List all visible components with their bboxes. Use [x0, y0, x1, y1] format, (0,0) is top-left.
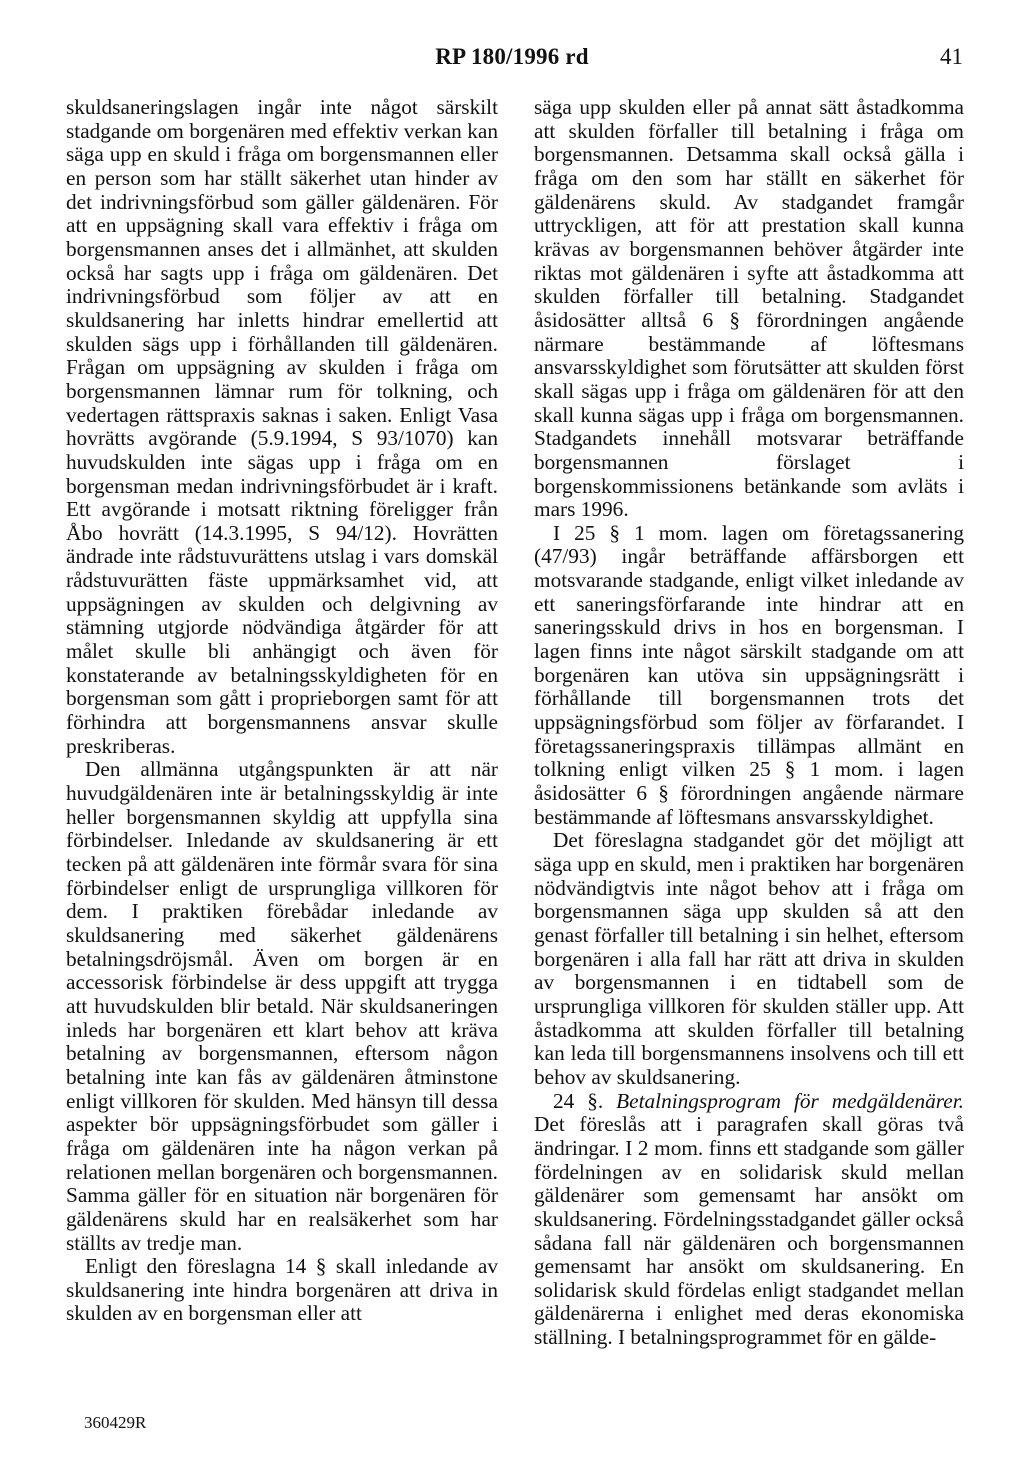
section-text: Det föreslås att i paragrafen skall göras två ändringar. I 2 mom. finns ett stadgande som gäller fördelningen av en solidarisk skuld mellan gäldenärer som gemensamt har ansökt om skuldsanering. Fördelningsstadgandet gäller också sådana fall när gäldenären och borgensmannen gemensamt har ansökt om skuldsanering. En solidarisk skuld fördelas enligt stadgandet mellan gäldenärerna i enlighet med deras ekonomiska ställning. I betalningsprogrammet för en gälde- — [534, 1112, 964, 1350]
paragraph: skuldsaneringslagen ingår inte något särskilt stadgande om borgenären med effektiv verkan kan säga upp en skuld i fråga om borgensmannen eller en person som har ställt säkerhet utan hinder av det indrivningsförbud som gäller gäldenären. För att en uppsägning skall vara effektiv i fråga om borgensmannen anses det i allmänhet, att skulden också har sagts upp i fråga om gäldenären. Det indrivningsförbud som följer av att en skuldsanering har inletts hindrar emellertid att skulden sägs upp i förhållanden till gäldenären. Frågan om uppsägning av skulden i fråga om borgensmannen lämnar rum för tolkning, och vedertagen rättspraxis saknas i saken. Enligt Vasa hovrätts avgörande (5.9.1994, S 93/1070) kan huvudskulden inte sägas upp i fråga om en borgensman medan indrivningsförbudet är i kraft. Ett avgörande i motsatt riktning föreligger från Åbo hovrätt (14.3.1995, S 94/12). Hovrätten ändrade inte rådstuvurättens utslag i vars domskäl rådstuvurätten fäste uppmärksamhet vid, att uppsägningen av skulden och delgivning av stämning utgjorde nödvändiga åtgärder för att målet skulle bli anhängigt och även för konstaterande av betalningsskyldigheten för en borgensman som gått i proprieborgen samt för att förhindra att borgensmannens ansvar skulle preskriberas. — [66, 95, 498, 758]
paragraph: Den allmänna utgångspunkten är att när huvudgäldenären inte är betalningsskyldig är inte heller borgensmannen skyldig att uppfylla sina förbindelser. Inledande av skuldsanering är ett tecken på att gäldenären inte förmår svara för sina förbindelser enligt de ursprungliga villkoren för dem. I praktiken förebådar inledande av skuldsanering med säkerhet gäldenärens betalningsdröjsmål. Även om borgen är en accessorisk förbindelse är dess uppgift att trygga att huvudskulden blir betald. När skuldsaneringen inleds har borgenären ett klart behov att kräva betalning av borgensmannen, eftersom någon betalning inte kan fås av gäldenären åtminstone enligt villkoren för skulden. Med hänsyn till dessa aspekter bör uppsägningsförbudet som gäller i fråga om gäldenären inte ha någon verkan på relationen mellan borgenären och borgensmannen. Samma gäller för en situation när borgenären för gäldenärens skuld har en realsäkerhet som har ställts av tredje man. — [66, 757, 498, 1255]
paragraph: säga upp skulden eller på annat sätt åstadkomma att skulden förfaller till betalning i fråga om borgensmannen. Detsamma skall också gälla i fråga om den som har ställt en säkerhet för gäldenärens skuld. Av stadgandet framgår uttryckligen, att för att prestation skall kunna krävas av borgensmannen behöver åtgärder inte riktas mot gäldenären i syfte att åstadkomma att skulden förfaller till betalning. Stadgandet åsidosätter alltså 6 § förordningen angående närmare bestämmande af löftesmans ansvarsskyldighet som förutsätter att skulden först skall sägas upp i fråga om gäldenären för att den skall kunna sägas upp i fråga om borgensmannen. Stadgandets innehåll motsvarar beträffande borgensmannen förslaget i borgenskommissionens betänkande som avläts i mars 1996. — [534, 95, 964, 522]
section-heading: Betalningsprogram för medgäldenärer. — [616, 1088, 965, 1113]
section-paragraph — [534, 1090, 964, 1350]
section-number: 24 §. — [553, 1088, 617, 1113]
right-column — [534, 96, 964, 1350]
paragraph: I 25 § 1 mom. lagen om företagssanering (47/93) ingår beträffande affärsborgen ett motsvarande stadgande, enligt vilket inledande av ett saneringsförfarande inte hindrar att en saneringsskuld drivs in hos en borgensman. I lagen finns inte något särskilt stadgande om att borgenären kan utöva sin uppsägningsrätt i förhållande till borgensmannen trots det uppsägningsförbud som följer av förfarandet. I företagssaneringspraxis tillämpas allmänt en tolkning enligt vilken 25 § 1 mom. i lagen åsidosätter 6 § förordningen angående närmare bestämmande af löftesmans ansvarsskyldighet. — [534, 520, 964, 829]
left-column — [66, 96, 498, 1326]
document-code: 360429R — [84, 1413, 147, 1432]
paragraph: Det föreslagna stadgandet gör det möjligt att säga upp en skuld, men i praktiken har borgenären nödvändigtvis inte något behov att i fråga om borgensmannen säga upp skulden så att den genast förfaller till betalning i sin helhet, eftersom borgenären i alla fall har rätt att driva in skulden av borgensmannen i en tidtabell som de ursprungliga villkoren för skulden ställer upp. Att åstadkomma att skulden förfaller till betalning kan leda till borgensmannens insolvens och till ett behov av skuldsanering. — [534, 828, 964, 1089]
page-header-title: RP 180/1996 rd — [435, 44, 589, 69]
paragraph: Enligt den föreslagna 14 § skall inledande av skuldsanering inte hindra borgenären att driva in skulden av en borgensman eller att — [66, 1254, 498, 1326]
page-number: 41 — [940, 44, 963, 69]
